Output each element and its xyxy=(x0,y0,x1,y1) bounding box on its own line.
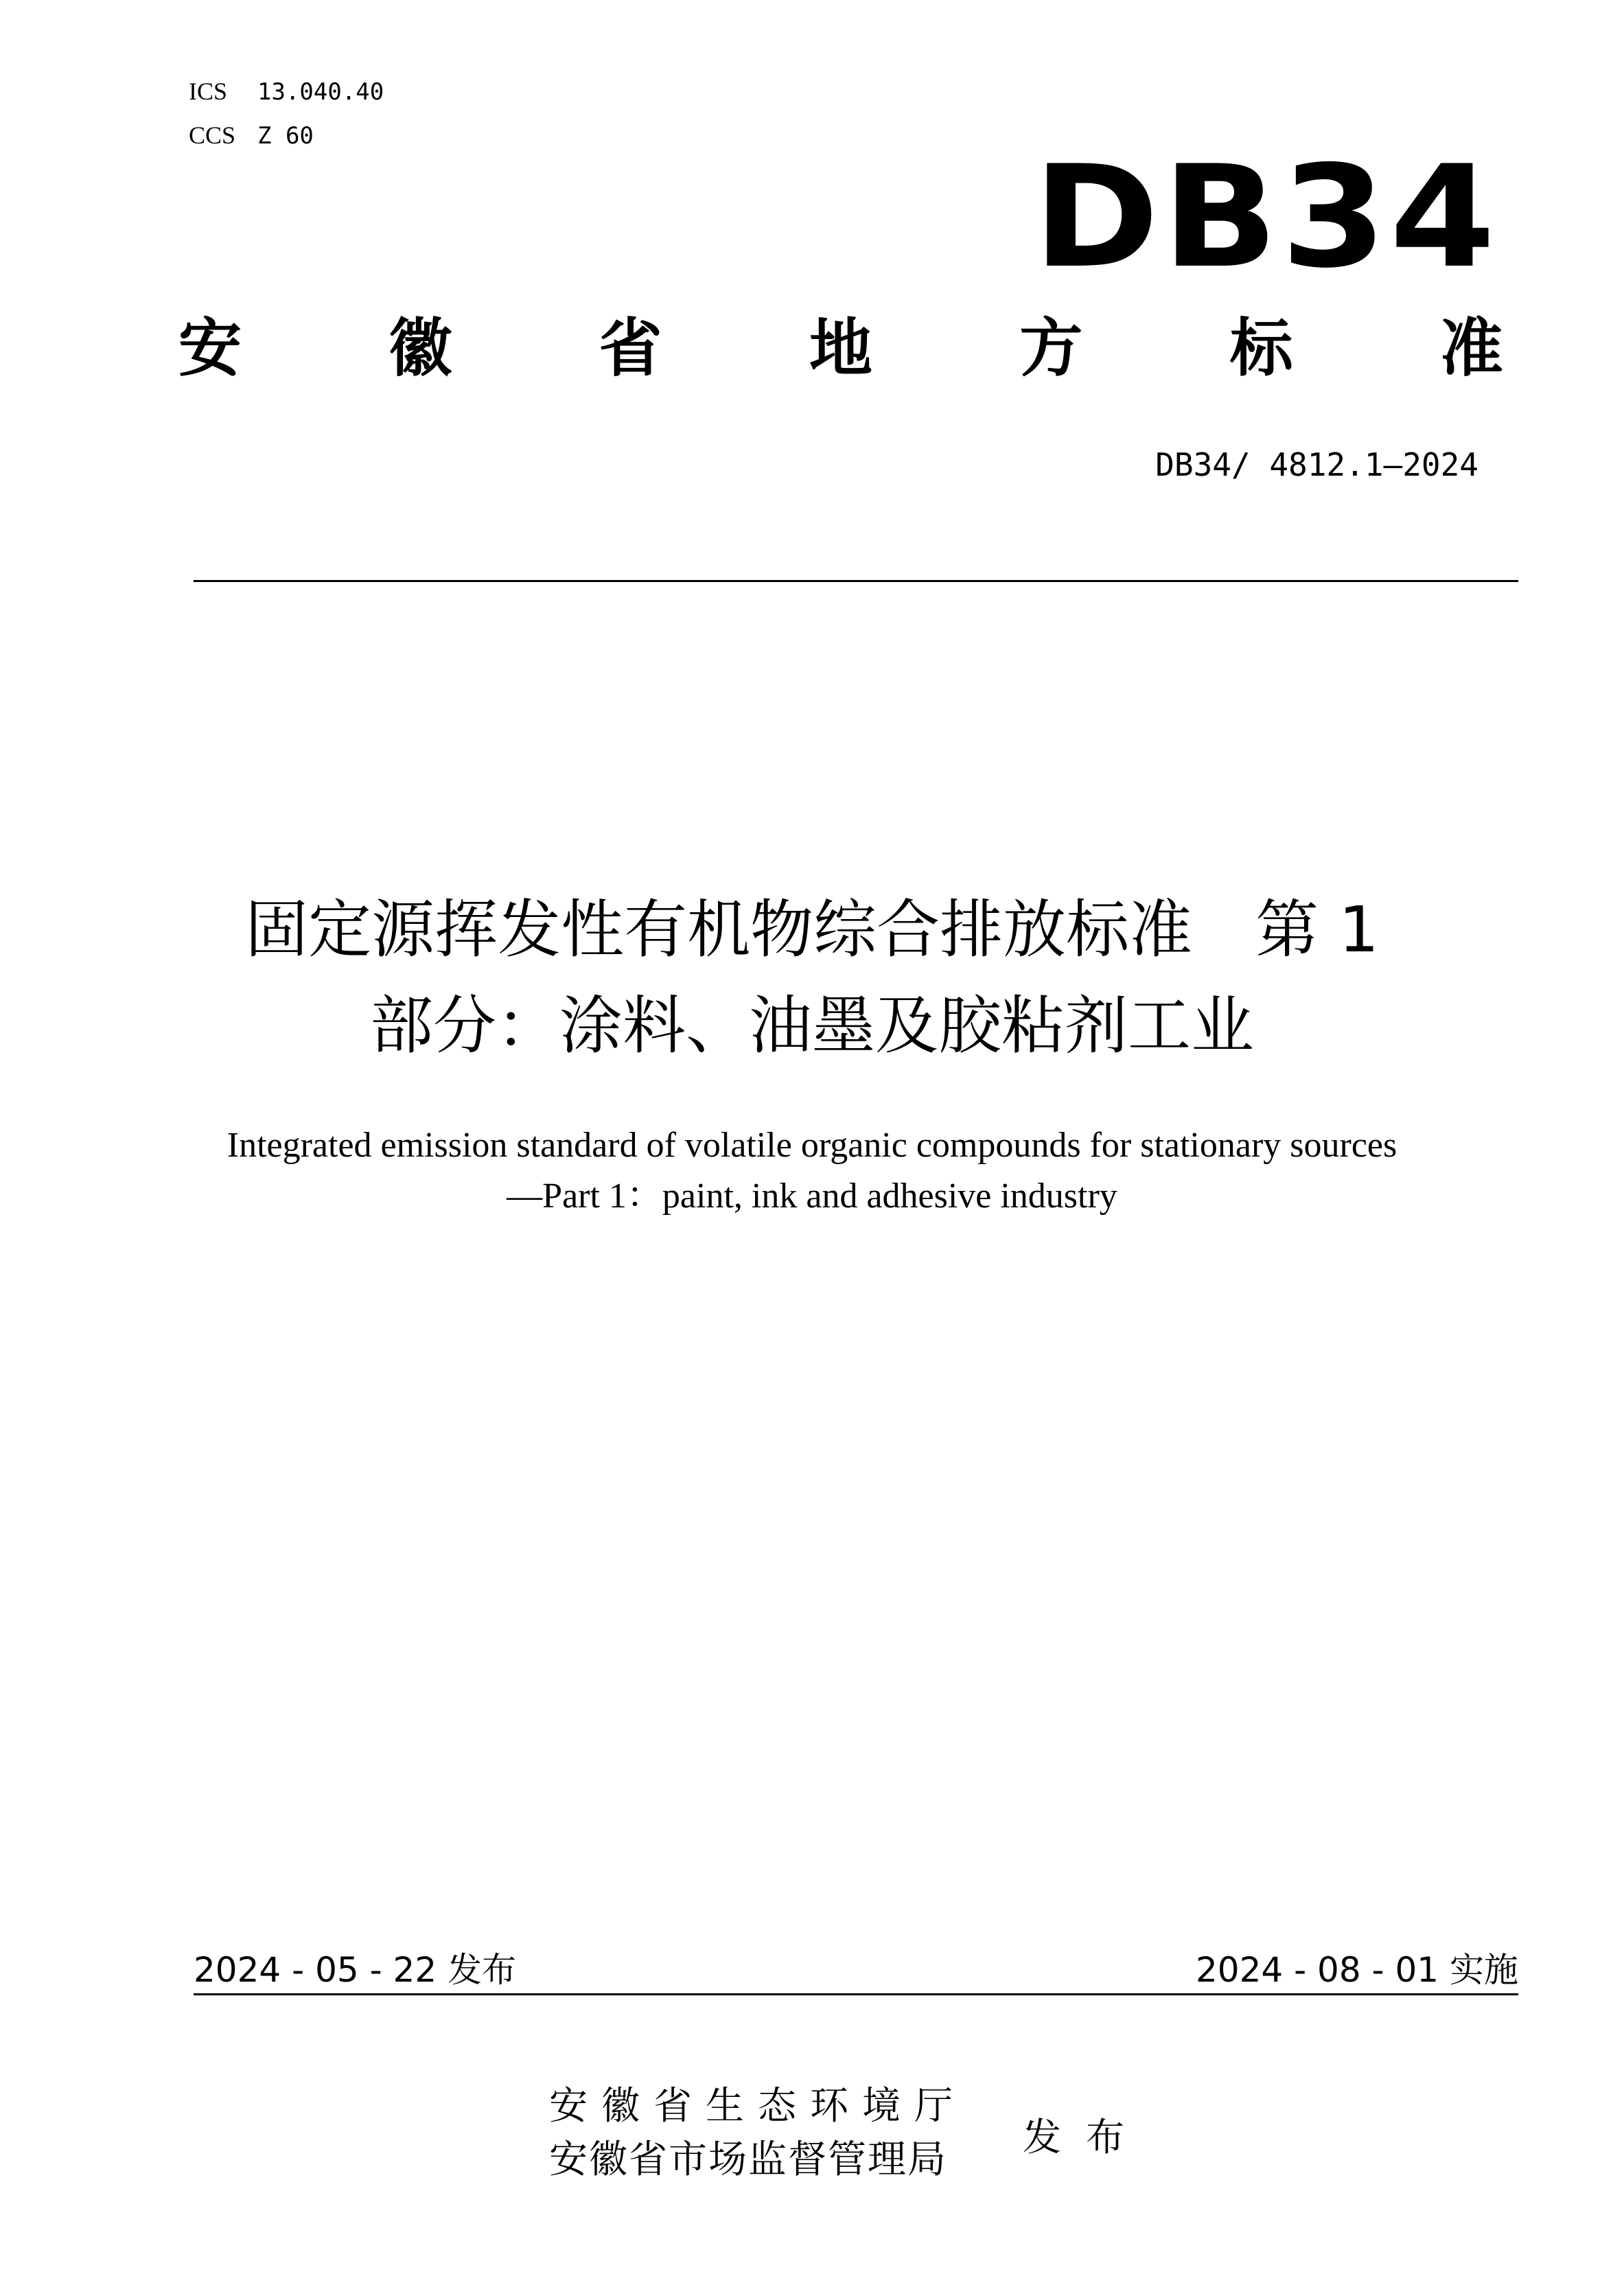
ics-label: ICS xyxy=(189,78,228,105)
header-divider xyxy=(194,580,1518,582)
title-english xyxy=(137,1120,1487,1222)
issuer-market-regulation: 安徽省市场监督管理局 xyxy=(549,2137,947,2182)
issue-date: 2024 - 05 - 22 发布 xyxy=(194,1950,517,1990)
date-row xyxy=(194,1943,1518,1992)
title-chinese xyxy=(137,882,1487,1074)
title-english-line-1: Integrated emission standard of volatile organic compounds for stationary sources xyxy=(227,1126,1397,1165)
implementation-date: 2024 - 08 - 01 实施 xyxy=(1195,1950,1518,1990)
standard-type-char: 省 xyxy=(599,312,662,385)
standard-type-char: 准 xyxy=(1439,312,1503,385)
db34-logo: DB34 xyxy=(1033,136,1498,299)
issuer-ecology-environment: 安徽省生态环境厅 xyxy=(549,2084,966,2129)
standard-number: DB34/ 4812.1—2024 xyxy=(1155,446,1478,483)
standard-type-char: 方 xyxy=(1019,312,1083,385)
standard-type-heading xyxy=(178,312,1503,385)
title-chinese-line-1: 固定源挥发性有机物综合排放标准 第 1 xyxy=(245,893,1379,966)
standard-type-char: 徽 xyxy=(388,312,452,385)
ccs-row xyxy=(189,121,314,150)
standard-type-char: 地 xyxy=(809,312,872,385)
issuing-authorities xyxy=(549,2080,966,2187)
ccs-label: CCS xyxy=(189,121,236,149)
title-chinese-line-2: 部分：涂料、油墨及胶粘剂工业 xyxy=(369,989,1254,1063)
standard-type-char: 标 xyxy=(1229,312,1293,385)
ics-row xyxy=(189,77,384,106)
footer-divider xyxy=(194,1993,1518,1995)
ccs-value: Z 60 xyxy=(257,122,314,150)
publish-label: 发布 xyxy=(1023,2115,1149,2160)
standard-type-char: 安 xyxy=(178,312,242,385)
ics-value: 13.040.40 xyxy=(257,78,384,106)
title-english-line-2: —Part 1：paint, ink and adhesive industry xyxy=(507,1176,1117,1216)
